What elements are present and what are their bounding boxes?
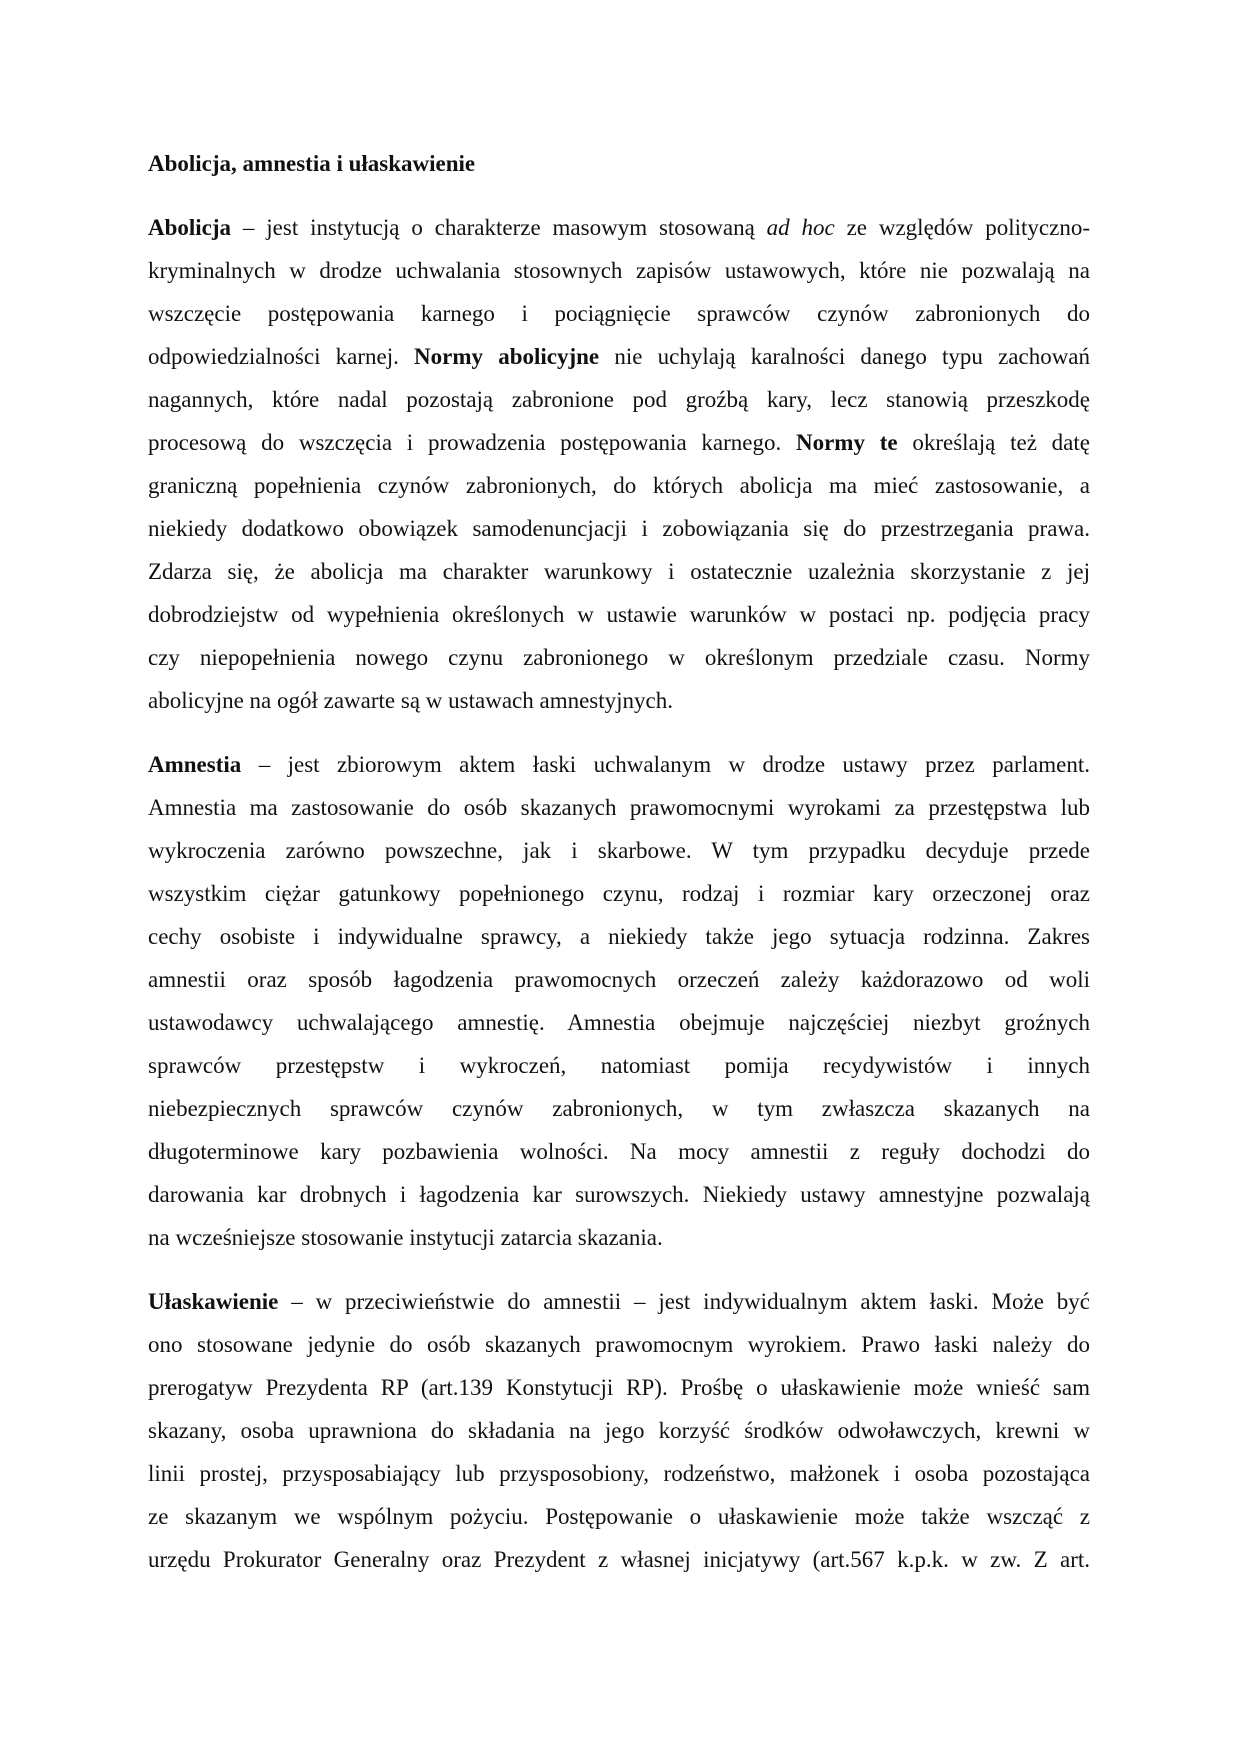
text-line — [148, 550, 1090, 593]
paragraph — [148, 743, 1090, 1259]
text-segment: ze skazanym we wspólnym pożyciu. Postępowanie o ułaskawienie może także wszcząć z — [148, 1504, 1090, 1529]
text-segment: odpowiedzialności karnej. — [148, 344, 415, 369]
bold-term: Normy te — [795, 430, 898, 455]
document-page — [148, 142, 1090, 1602]
text-segment: ono stosowane jedynie do osób skazanych prawomocnym wyrokiem. Prawo łaski należy do — [148, 1332, 1090, 1357]
text-segment: Amnestia ma zastosowanie do osób skazanych prawomocnymi wyrokami za przestępstwa lub — [148, 795, 1090, 820]
text-line — [148, 679, 1090, 722]
text-line — [148, 786, 1090, 829]
text-line — [148, 1409, 1090, 1452]
text-line — [148, 1130, 1090, 1173]
text-segment: ustawodawcy uchwalającego amnestię. Amnestia obejmuje najczęściej niezbyt groźnych — [148, 1010, 1090, 1035]
text-line — [148, 829, 1090, 872]
text-segment: kryminalnych w drodze uchwalania stosownych zapisów ustawowych, które nie pozwalają na — [148, 258, 1090, 283]
text-line — [148, 1087, 1090, 1130]
document-body — [148, 206, 1090, 1581]
text-segment: – jest zbiorowym aktem łaski uchwalanym w drodze ustawy przez parlament. — [241, 752, 1090, 777]
text-segment: ze względów polityczno- — [834, 215, 1090, 240]
text-line — [148, 958, 1090, 1001]
paragraph — [148, 1280, 1090, 1581]
text-segment: Zdarza się, że abolicja ma charakter warunkowy i ostatecznie uzależnia skorzystanie z jej — [148, 559, 1090, 584]
text-line — [148, 1044, 1090, 1087]
text-segment: dobrodziejstw od wypełnienia określonych w ustawie warunków w postaci np. podjęcia pracy — [148, 602, 1090, 627]
text-segment: darowania kar drobnych i łagodzenia kar surowszych. Niekiedy ustawy amnestyjne pozwalają — [148, 1182, 1090, 1207]
text-segment: na wcześniejsze stosowanie instytucji zatarcia skazania. — [148, 1225, 663, 1250]
bold-term: Amnestia — [148, 752, 242, 777]
bold-term: Abolicja — [148, 215, 232, 240]
text-line — [148, 743, 1090, 786]
text-segment: urzędu Prokurator Generalny oraz Prezydent z własnej inicjatywy (art.567 k.p.k. w zw. Z art. — [148, 1547, 1090, 1572]
text-line — [148, 1280, 1090, 1323]
text-segment: nie uchylają karalności danego typu zachowań — [599, 344, 1091, 369]
italic-term: ad hoc — [766, 215, 835, 240]
text-line — [148, 1366, 1090, 1409]
text-segment: długoterminowe kary pozbawienia wolności. Na mocy amnestii z reguły dochodzi do — [148, 1139, 1090, 1164]
text-line — [148, 249, 1090, 292]
text-line — [148, 1452, 1090, 1495]
text-segment: – jest instytucją o charakterze masowym stosowaną — [231, 215, 767, 240]
text-segment: niebezpiecznych sprawców czynów zabronionych, w tym zwłaszcza skazanych na — [148, 1096, 1090, 1121]
text-line — [148, 292, 1090, 335]
text-line — [148, 1173, 1090, 1216]
text-segment: wykroczenia zarówno powszechne, jak i skarbowe. W tym przypadku decyduje przede — [148, 838, 1090, 863]
text-line — [148, 335, 1090, 378]
text-segment: skazany, osoba uprawniona do składania na jego korzyść środków odwoławczych, krewni w — [148, 1418, 1090, 1443]
text-line — [148, 421, 1090, 464]
bold-term: Normy abolicyjne — [414, 344, 600, 369]
text-segment: wszczęcie postępowania karnego i pociągnięcie sprawców czynów zabronionych do — [148, 301, 1090, 326]
text-segment: linii prostej, przysposabiający lub przysposobiony, rodzeństwo, małżonek i osoba pozostająca — [148, 1461, 1090, 1486]
text-segment: określają też datę — [897, 430, 1090, 455]
paragraph — [148, 206, 1090, 722]
text-segment: wszystkim ciężar gatunkowy popełnionego czynu, rodzaj i rozmiar kary orzeczonej oraz — [148, 881, 1090, 906]
text-segment: abolicyjne na ogół zawarte są w ustawach amnestyjnych. — [148, 688, 673, 713]
text-line — [148, 636, 1090, 679]
document-title: Abolicja, amnestia i ułaskawienie — [148, 151, 476, 176]
text-segment: prerogatyw Prezydenta RP (art.139 Konstytucji RP). Prośbę o ułaskawienie może wnieść sam — [148, 1375, 1090, 1400]
text-line — [148, 872, 1090, 915]
text-segment: amnestii oraz sposób łagodzenia prawomocnych orzeczeń zależy każdorazowo od woli — [148, 967, 1090, 992]
text-line — [148, 507, 1090, 550]
text-segment: graniczną popełnienia czynów zabronionych, do których abolicja ma mieć zastosowanie, a — [148, 473, 1090, 498]
text-line — [148, 593, 1090, 636]
text-line — [148, 1495, 1090, 1538]
text-line — [148, 378, 1090, 421]
text-segment: – w przeciwieństwie do amnestii – jest indywidualnym aktem łaski. Może być — [278, 1289, 1090, 1314]
text-line — [148, 1323, 1090, 1366]
text-segment: procesową do wszczęcia i prowadzenia postępowania karnego. — [148, 430, 796, 455]
text-segment: czy niepopełnienia nowego czynu zabronionego w określonym przedziale czasu. Normy — [148, 645, 1090, 670]
text-line — [148, 206, 1090, 249]
text-segment: cechy osobiste i indywidualne sprawcy, a niekiedy także jego sytuacja rodzinna. Zakres — [148, 924, 1090, 949]
text-segment: niekiedy dodatkowo obowiązek samodenuncjacji i zobowiązania się do przestrzegania prawa. — [148, 516, 1090, 541]
text-line — [148, 915, 1090, 958]
text-line — [148, 1216, 1090, 1259]
text-segment: nagannych, które nadal pozostają zabronione pod groźbą kary, lecz stanowią przeszkodę — [148, 387, 1090, 412]
bold-term: Ułaskawienie — [148, 1289, 279, 1314]
text-line — [148, 464, 1090, 507]
text-segment: sprawców przestępstw i wykroczeń, natomiast pomija recydywistów i innych — [148, 1053, 1090, 1078]
text-line — [148, 1001, 1090, 1044]
text-line — [148, 1538, 1090, 1581]
